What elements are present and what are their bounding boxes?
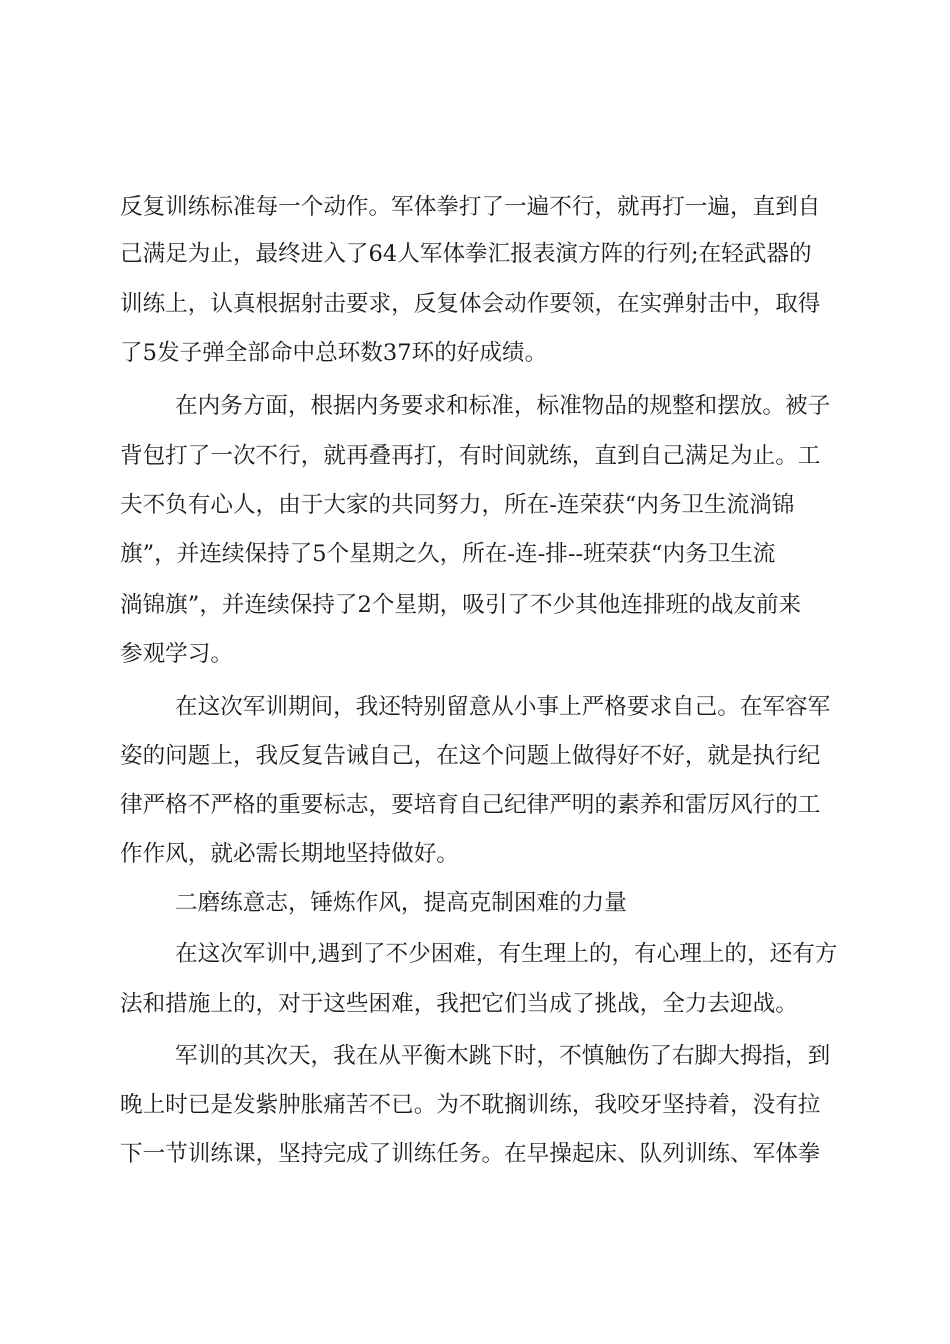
text-line: 训练上，认真根据射击要求，反复体会动作要领，在实弹射击中，取得 (120, 291, 821, 317)
text-line: 淌锦旗”，并连续保持了2个星期，吸引了不少其他连排班的战友前来 (120, 592, 802, 618)
text-line: 下一节训练课，坚持完成了训练任务。在早操起床、队列训练、军体拳 (120, 1141, 821, 1167)
text-line: 己满足为止，最终进入了64人军体拳汇报表演方阵的行列;在轻武器的 (120, 241, 812, 267)
paragraph-first-line: 在内务方面，根据内务要求和标准，标准物品的规整和摆放。被子 (175, 393, 831, 419)
text-line: 背包打了一次不行，就再叠再打，有时间就练，直到自己满足为止。工 (120, 443, 821, 469)
text-line: 反复训练标准每一个动作。军体拳打了一遍不行，就再打一遍，直到自 (120, 194, 821, 220)
section-heading: 二磨练意志，锤炼作风，提高克制困难的力量 (175, 890, 627, 916)
text-line: 晚上时已是发紫肿胀痛苦不已。为不耽搁训练，我咬牙坚持着，没有拉 (120, 1092, 821, 1118)
text-line: 夫不负有心人，由于大家的共同努力，所在-连荣获“内务卫生流淌锦 (120, 492, 795, 518)
text-line: 了5发子弹全部命中总环数37环的好成绩。 (120, 340, 548, 366)
text-line: 法和措施上的，对于这些困难，我把它们当成了挑战，全力去迎战。 (120, 991, 798, 1017)
text-line: 作作风，就必需长期地坚持做好。 (120, 841, 459, 867)
text-line: 姿的问题上，我反复告诫自己，在这个问题上做得好不好，就是执行纪 (120, 743, 821, 769)
paragraph-first-line: 在这次军训中,遇到了不少困难，有生理上的，有心理上的，还有方 (175, 941, 838, 967)
paragraph-first-line: 在这次军训期间，我还特别留意从小事上严格要求自己。在军容军 (175, 694, 831, 720)
text-line: 参观学习。 (120, 641, 233, 667)
paragraph-first-line: 军训的其次天，我在从平衡木跳下时，不慎触伤了右脚大拇指，到 (175, 1043, 831, 1069)
text-line: 旗”，并连续保持了5个星期之久，所在-连-排--班荣获“内务卫生流 (120, 541, 776, 567)
text-line: 律严格不严格的重要标志，要培育自己纪律严明的素养和雷厉风行的工 (120, 792, 821, 818)
